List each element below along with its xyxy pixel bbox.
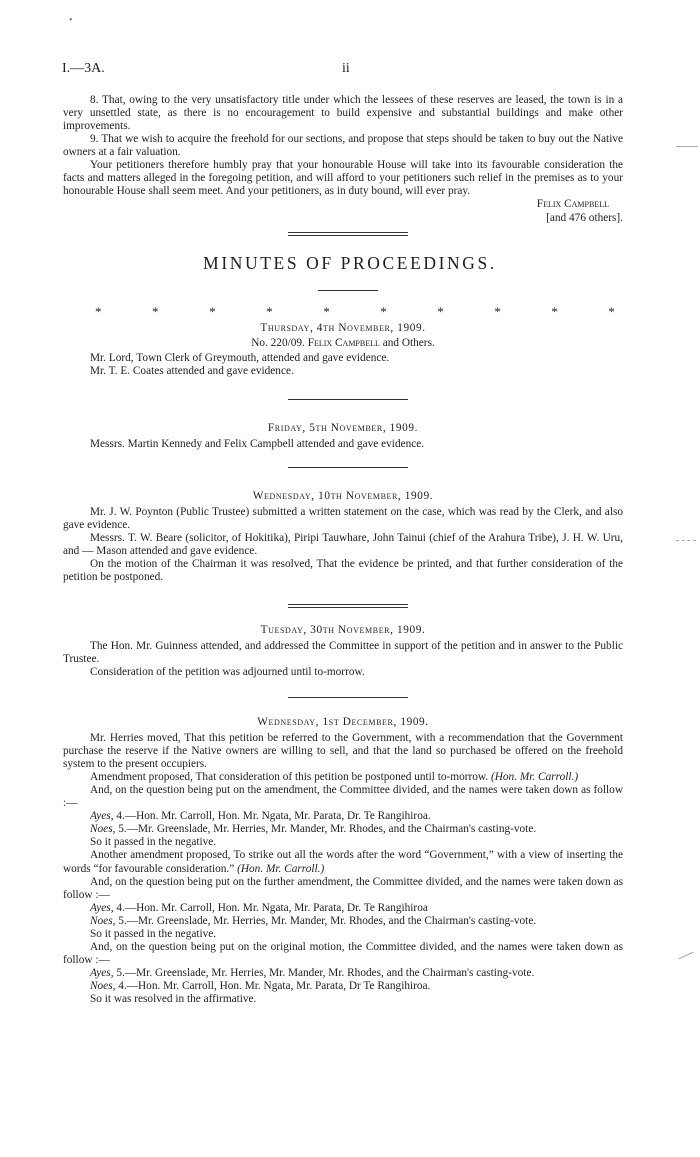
- margin-mark: [676, 146, 698, 147]
- ayes-line: [63, 810, 623, 823]
- minutes-title: MINUTES OF PROCEEDINGS.: [203, 253, 497, 273]
- double-divider: [288, 232, 408, 233]
- ayes-names: 4.—Hon. Mr. Carroll, Hon. Mr. Ngata, Mr. Parata, Dr. Te Rangihiroa.: [113, 810, 431, 823]
- meeting-date: Friday, 5th November, 1909.: [267, 422, 419, 434]
- minutes-wednesday-10-nov: [63, 490, 623, 584]
- ayes-line: [63, 902, 623, 915]
- section-divider: [288, 467, 408, 468]
- star: *: [380, 304, 387, 319]
- meeting-date: Wednesday, 10th November, 1909.: [252, 490, 434, 502]
- star-separator: [95, 305, 615, 318]
- noes-names: 5.—Mr. Greenslade, Mr. Herries, Mr. Mander, Mr. Rhodes, and the Chairman's casting-vote.: [115, 823, 537, 836]
- ayes-names: 5.—Mr. Greenslade, Mr. Herries, Mr. Mander, Mr. Rhodes, and the Chairman's casting-vote.: [113, 966, 535, 979]
- division-paragraph: And, on the question being put on the further amendment, the Committee divided, and the names were taken down as follow :—: [63, 875, 623, 901]
- page-number: ii: [342, 61, 350, 76]
- minute-line: Messrs. Martin Kennedy and Felix Campbell attended and gave evidence.: [90, 438, 425, 451]
- division-paragraph: And, on the question being put on the amendment, the Committee divided, and the names were taken down as follow :—: [63, 784, 623, 810]
- noes-line: [63, 980, 623, 993]
- star: *: [209, 304, 216, 319]
- signer-name: Felix Campbell: [536, 198, 609, 211]
- margin-mark: [679, 952, 694, 960]
- scan-speck: •: [69, 15, 73, 26]
- minutes-tuesday-30-nov: [63, 624, 623, 679]
- minutes-wednesday-1-dec: [63, 716, 623, 1006]
- page-header: [62, 62, 622, 80]
- noes-names: 4.—Hon. Mr. Carroll, Hon. Mr. Ngata, Mr. Parata, Dr Te Rangihiroa.: [115, 979, 431, 992]
- meeting-date: Wednesday, 1st December, 1909.: [257, 716, 429, 728]
- star: *: [152, 304, 159, 319]
- noes-label: Noes,: [90, 914, 116, 927]
- motion-paragraph: Mr. Herries moved, That this petition be referred to the Government, with a recommendation that the Government purchase the reserve if the Native owners are willing to sell, and that the land so purchased be offered on the freehold system to the present occupiers.: [63, 732, 623, 771]
- petitioner-rest: and Others.: [379, 337, 435, 350]
- petition-reference: [63, 337, 623, 350]
- petition-clause-8: 8. That, owing to the very unsatisfactory title under which the lessees of these reserves are leased, the town is in a very unsettled state, as there is no encouragement to build expensive and substantial buildings and make other improvements.: [63, 94, 623, 133]
- petition-number: No. 220/09.: [251, 337, 305, 350]
- division-paragraph: And, on the question being put on the original motion, the Committee divided, and the names were taken down as follow :—: [63, 940, 623, 966]
- meeting-date: Thursday, 4th November, 1909.: [260, 322, 426, 334]
- star: *: [608, 304, 615, 319]
- petitioner-name: Felix Campbell: [307, 337, 380, 350]
- section-divider: [288, 399, 408, 400]
- meeting-date: Tuesday, 30th November, 1909.: [260, 624, 426, 636]
- star: *: [437, 304, 444, 319]
- ayes-label: Ayes,: [90, 966, 114, 979]
- minute-paragraph: Mr. J. W. Poynton (Public Trustee) submitted a written statement on the case, which was read by the Clerk, and also gave evidence.: [63, 506, 623, 532]
- ayes-names: 4.—Hon. Mr. Carroll, Hon. Mr. Ngata, Mr. Parata, Dr. Te Rangihiroa: [113, 901, 428, 914]
- star: *: [494, 304, 501, 319]
- margin-mark: [676, 540, 696, 541]
- noes-label: Noes,: [90, 979, 116, 992]
- petition-prayer: Your petitioners therefore humbly pray that your honourable House will take into its favourable consideration the facts and matters alleged in the foregoing petition, and will afford to your petitioners such relief in the premises as to your honourable House shall seem meet. And your petitioners, as in duty bound, will ever pray.: [63, 159, 623, 198]
- star: *: [266, 304, 273, 319]
- ayes-line: [63, 967, 623, 980]
- section-divider: [288, 697, 408, 698]
- petition-clause-9: 9. That we wish to acquire the freehold for our sections, and propose that steps should be taken to buy out the Native owners at a fair valuation.: [63, 133, 623, 159]
- double-divider: [288, 604, 408, 605]
- noes-names: 5.—Mr. Greenslade, Mr. Herries, Mr. Mander, Mr. Rhodes, and the Chairman's casting-vote.: [115, 914, 537, 927]
- minute-line: Mr. Lord, Town Clerk of Greymouth, attended and gave evidence.: [90, 352, 390, 365]
- title-underline: [318, 290, 378, 291]
- amendment-paragraph: [63, 771, 623, 784]
- minute-paragraph: On the motion of the Chairman it was resolved, That the evidence be printed, and that further consideration of the petition be postponed.: [63, 558, 623, 584]
- star: *: [95, 304, 102, 319]
- minutes-thursday-4-nov: [63, 322, 623, 378]
- star: *: [323, 304, 330, 319]
- noes-label: Noes,: [90, 823, 116, 836]
- amendment-attribution: (Hon. Mr. Carroll.): [237, 862, 325, 875]
- result-line: So it passed in the negative.: [90, 927, 217, 940]
- noes-line: [63, 915, 623, 928]
- ayes-label: Ayes,: [90, 810, 114, 823]
- amendment-paragraph: [63, 849, 623, 875]
- petition-signature: [63, 198, 623, 226]
- amendment-text: Amendment proposed, That consideration of this petition be postponed until to-morrow.: [90, 771, 489, 784]
- minute-paragraph: Consideration of the petition was adjourned until to-morrow.: [90, 666, 365, 679]
- minute-paragraph: Messrs. T. W. Beare (solicitor, of Hokitika), Piripi Tauwhare, John Tainui (chief of the Arahura Tribe), J. H. W. Uru, and — Mason attended and gave evidence.: [63, 532, 623, 558]
- petition-text: [63, 94, 623, 226]
- document-reference: I.—3A.: [62, 61, 105, 76]
- result-line: So it was resolved in the affirmative.: [90, 992, 257, 1005]
- ayes-label: Ayes,: [90, 901, 114, 914]
- minute-paragraph: The Hon. Mr. Guinness attended, and addressed the Committee in support of the petition and in answer to the Public Trustee.: [63, 640, 623, 666]
- star: *: [551, 304, 558, 319]
- amendment-attribution: (Hon. Mr. Carroll.): [490, 771, 579, 784]
- minute-line: Mr. T. E. Coates attended and gave evidence.: [90, 365, 294, 378]
- minutes-friday-5-nov: [63, 422, 623, 451]
- amendment-text: Another amendment proposed, To strike out all the words after the word “Government,” with a view of inserting the words “for favourable consideration.”: [63, 849, 623, 875]
- noes-line: [63, 823, 623, 836]
- result-line: So it passed in the negative.: [90, 836, 217, 849]
- signer-others: [and 476 others].: [546, 212, 623, 225]
